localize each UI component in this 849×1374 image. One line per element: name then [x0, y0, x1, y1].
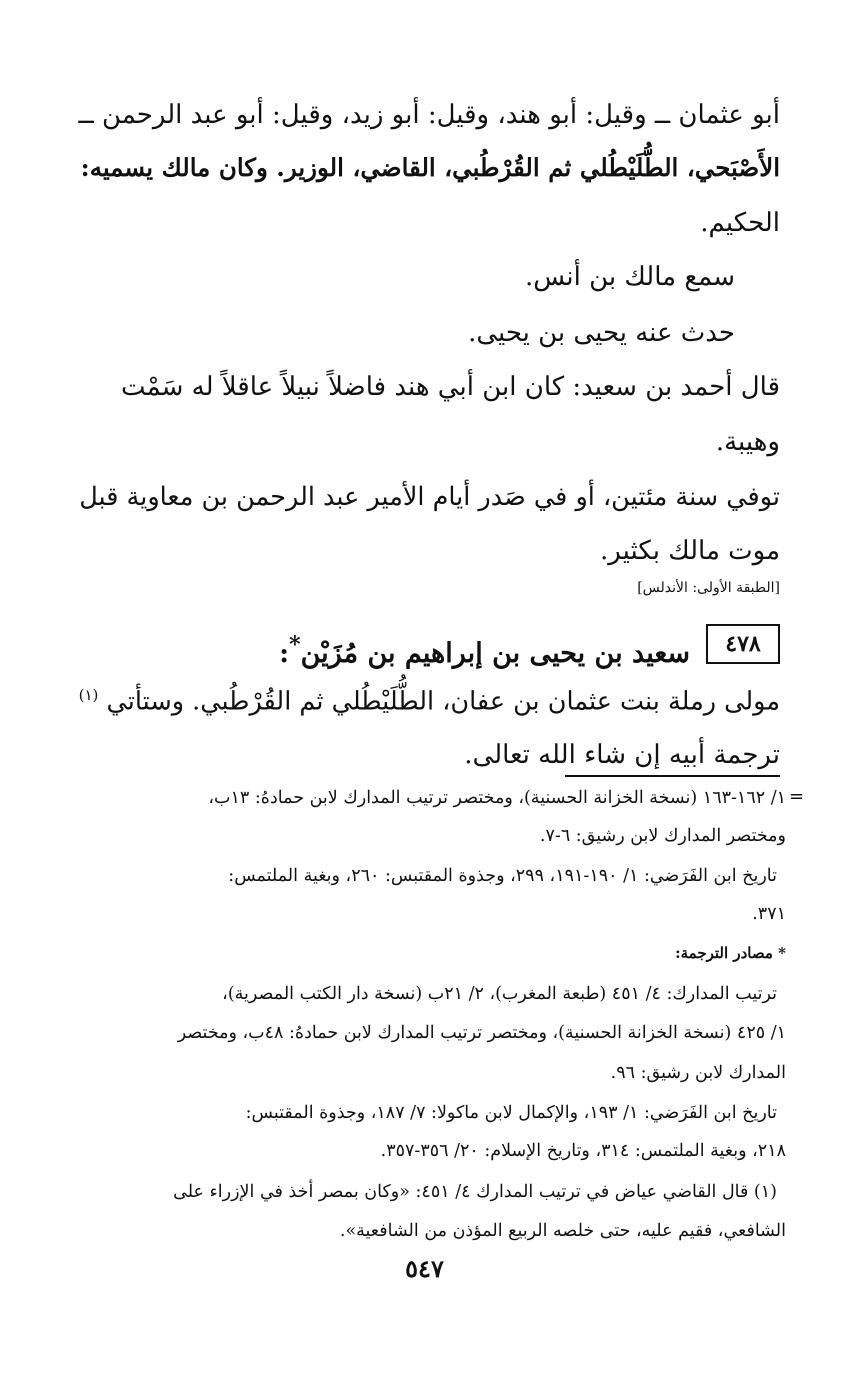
title-colon: :: [279, 638, 290, 669]
footnote-separator: [565, 775, 780, 777]
source-line: ١/ ٤٢٥ (نسخة الخزانة الحسنية)، ومختصر ترتيب المدارك لابن حمادهُ: ٤٨ب، ومختصر: [177, 1023, 786, 1043]
page-number: ٥٤٧: [405, 1254, 444, 1283]
footnote-line: ١/ ١٦٢-١٦٣ (نسخة الخزانة الحسنية)، ومختصر ترتيب المدارك لابن حمادهُ: ١٣ب،: [208, 788, 786, 808]
tabaqa-label: [الطبقة الأولى: الأندلس]: [637, 580, 780, 596]
biography-line: الحكيم.: [700, 208, 780, 238]
footnote-1-line: (١) قال القاضي عياض في ترتيب المدارك ٤/ ٤٥١: «وكان بمصر أخذ في الإزراء على: [173, 1182, 777, 1202]
biography-line: الأَصْبَحي، الطُّلَيْطُلي ثم القُرْطُبي، القاضي، الوزير. وكان مالك يسميه:: [80, 153, 780, 182]
footnote-line: ومختصر المدارك لابن رشيق: ٦-٧.: [539, 826, 786, 846]
entry-number: ٤٧٨: [725, 631, 761, 657]
quote-line: قال أحمد بن سعيد: كان ابن أبي هند فاضلاً نبيلاً عاقلاً له سَمْت: [121, 372, 780, 402]
asterisk-icon: *: [772, 944, 786, 962]
entry-title: [270, 624, 690, 669]
source-line: ٢١٨، وبغية الملتمس: ٣١٤، وتاريخ الإسلام: ٢٠/ ٣٥٦-٣٥٧.: [380, 1141, 786, 1161]
sources-heading: * مصادر الترجمة:: [675, 944, 786, 962]
footnote-line: تاريخ ابن الفَرَضي: ١/ ١٩٠-١٩١، ٢٩٩، وجذوة المقتبس: ٢٦٠، وبغية الملتمس:: [228, 866, 777, 886]
client-line-text: مولى رملة بنت عثمان بن عفان، الطُّلَيْطُلي ثم القُرْطُبي. وستأتي: [106, 686, 780, 717]
continuation-marker: =: [789, 786, 805, 807]
source-asterisk: *: [289, 632, 301, 658]
client-line: [76, 686, 780, 717]
death-line: توفي سنة مئتين، أو في صَدر أيام الأمير عبد الرحمن بن معاوية قبل: [79, 482, 780, 512]
footnote-line: ٣٧١.: [752, 904, 786, 924]
source-line: ترتيب المدارك: ٤/ ٤٥١ (طبعة المغرب)، ٢/ ٢١ب (نسخة دار الكتب المصرية)،: [222, 984, 777, 1004]
footnote-ref-1: (١): [78, 686, 99, 704]
heard-from-line: سمع مالك بن أنس.: [524, 262, 735, 292]
footnote-1-line: الشافعي، فقيم عليه، حتى خلصه الربيع المؤذن من الشافعية».: [339, 1221, 786, 1241]
source-line: المدارك لابن رشيق: ٩٦.: [610, 1063, 786, 1083]
quote-line: وهيبة.: [715, 427, 780, 457]
death-line: موت مالك بكثير.: [600, 536, 780, 566]
entry-number-box: [706, 624, 780, 664]
source-line: تاريخ ابن الفَرَضي: ١/ ١٩٣، والإكمال لابن ماكولا: ٧/ ١٨٧، وجذوة المقتبس:: [245, 1103, 777, 1123]
biography-line: أبو عثمان ــ وقيل: أبو هند، وقيل: أبو زيد، وقيل: أبو عبد الرحمن ــ: [78, 100, 780, 130]
entry-title-text: سعيد بن يحيى بن إبراهيم بن مُزَيْن: [300, 638, 690, 669]
narrated-by-line: حدث عنه يحيى بن يحيى.: [468, 318, 735, 348]
client-line: ترجمة أبيه إن شاء الله تعالى.: [464, 740, 780, 770]
